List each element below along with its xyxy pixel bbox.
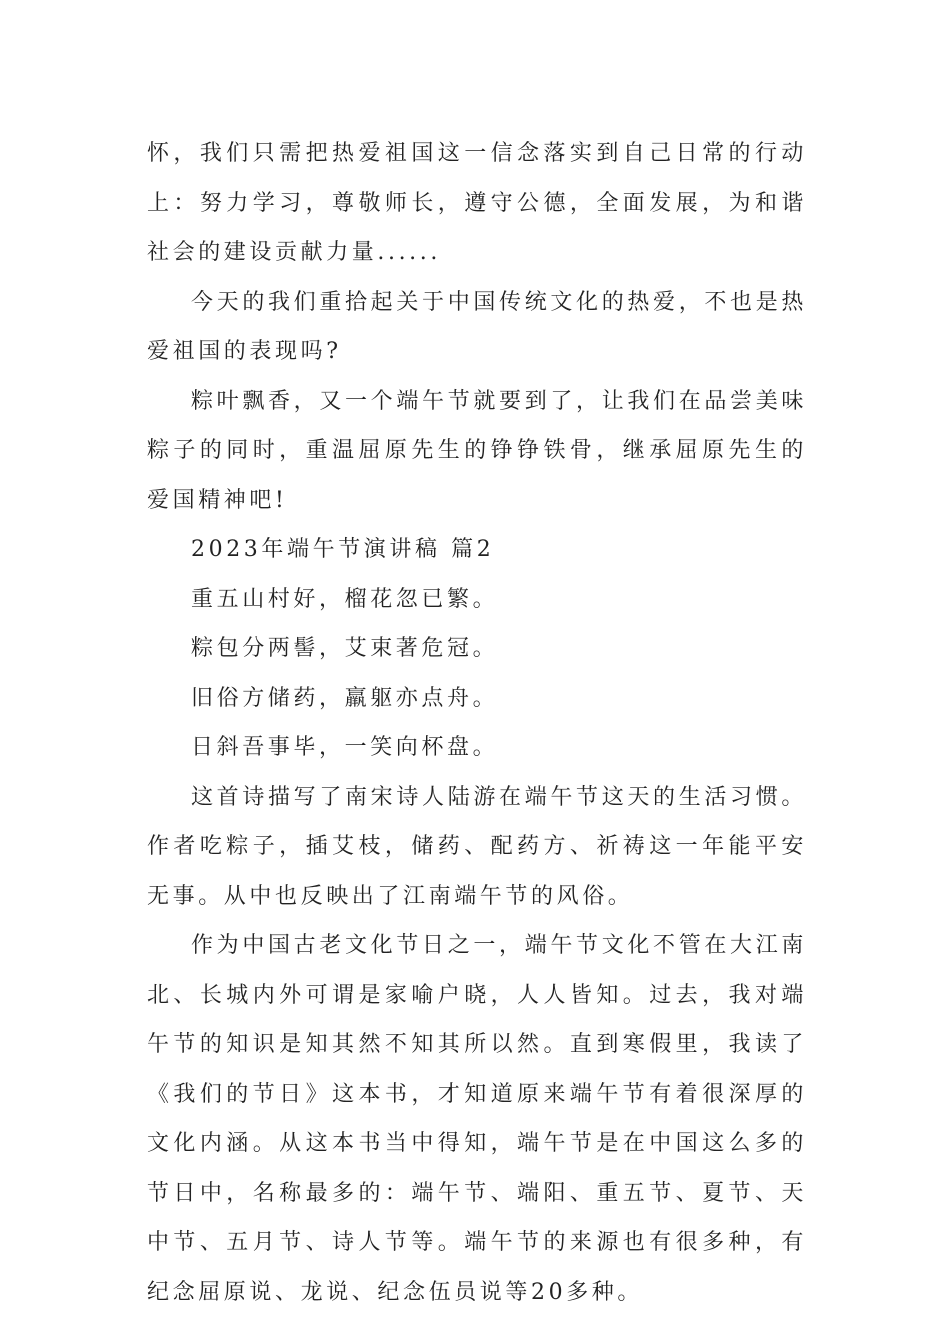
paragraph: 粽叶飘香，又一个端午节就要到了，让我们在品尝美味粽子的同时，重温屈原先生的铮铮铁骨，继承屈原先生的爱国精神吧! (147, 388, 807, 513)
poem-line: 旧俗方储药，羸躯亦点舟。 (191, 685, 499, 711)
section-heading: 2023年端午节演讲稿 篇2 (191, 537, 495, 562)
paragraph: 今天的我们重拾起关于中国传统文化的热爱，不也是热爱祖国的表现吗? (147, 289, 807, 364)
poem-line: 重五山村好，榴花忽已繁。 (191, 586, 499, 612)
paragraph-continued: 怀，我们只需把热爱祖国这一信念落实到自己日常的行动上：努力学习，尊敬师长，遵守公德，全面发展，为和谐社会的建设贡献力量...... (147, 141, 807, 265)
poem-line: 日斜吾事毕，一笑向杯盘。 (191, 735, 499, 760)
paragraph: 作为中国古老文化节日之一，端午节文化不管在大江南北、长城内外可谓是家喻户晓，人人皆知。过去，我对端午节的知识是知其然不知其所以然。直到寒假里，我读了《我们的节日》这本书，才知道原来端午节有着很深厚的文化内涵。从这本书当中得知，端午节是在中国这么多的节日中，名称最多的：端午节、端阳、重五节、夏节、天中节、五月节、诗人节等。端午节的来源也有很多种，有纪念屈原说、龙说、纪念伍员说等20多种。 (147, 933, 807, 1305)
document-body (147, 129, 807, 1317)
paragraph: 这首诗描写了南宋诗人陆游在端午节这天的生活习惯。作者吃粽子，插艾枝，储药、配药方、祈祷这一年能平安无事。从中也反映出了江南端午节的风俗。 (147, 784, 807, 909)
poem-line: 粽包分两髻，艾束著危冠。 (191, 636, 499, 661)
